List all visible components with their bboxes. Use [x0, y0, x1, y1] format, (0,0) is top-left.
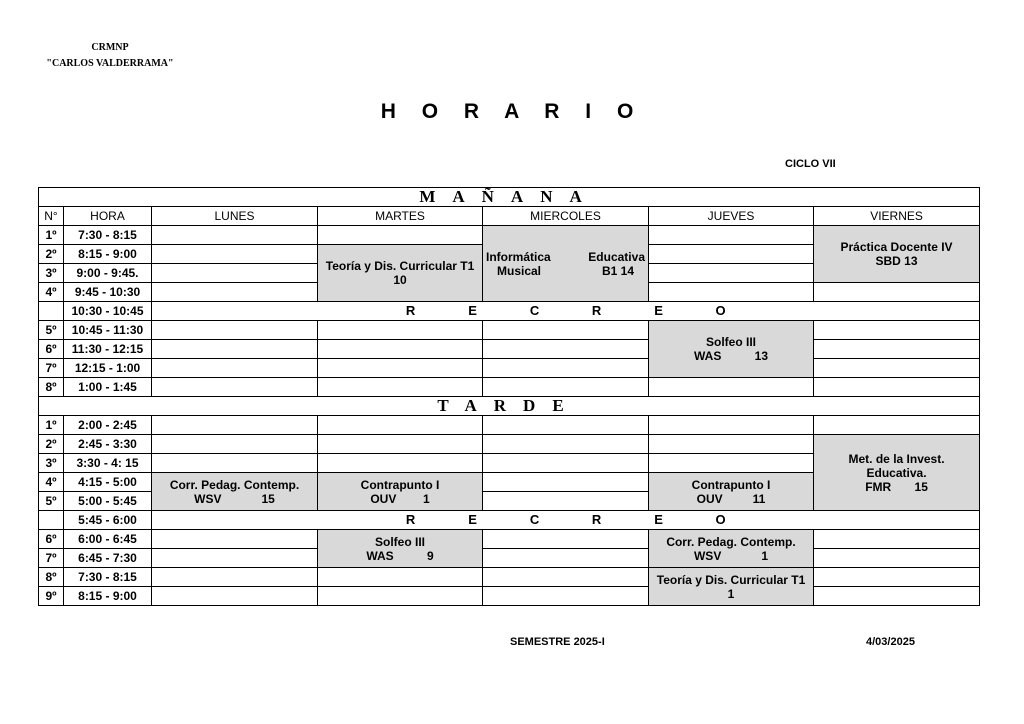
period-time: 5:00 - 5:45 [64, 492, 152, 511]
cell-miercoles [483, 435, 649, 454]
period-number: 2º [39, 245, 64, 264]
cell-miercoles [483, 549, 649, 568]
cell-jueves [649, 283, 814, 302]
cell-viernes [814, 340, 980, 359]
period-number: 4º [39, 283, 64, 302]
cell-miercoles [483, 587, 649, 606]
recreo-label: R E C R E O [152, 511, 980, 530]
period-time: 8:15 - 9:00 [64, 245, 152, 264]
course-corr-lunes: Corr. Pedag. Contemp. WSV 15 [152, 473, 318, 511]
header-miercoles: MIERCOLES [483, 207, 649, 226]
cell-lunes [152, 226, 318, 245]
period-number: 7º [39, 549, 64, 568]
header-row [39, 207, 980, 226]
cell-lunes [152, 264, 318, 283]
period-number: 1º [39, 226, 64, 245]
section-row-manana [39, 188, 980, 207]
cell-martes [318, 340, 483, 359]
period-number: 8º [39, 378, 64, 397]
cell-miercoles [483, 378, 649, 397]
cell-lunes [152, 359, 318, 378]
schedule-table [38, 187, 980, 606]
period-time: 11:30 - 12:15 [64, 340, 152, 359]
cell-miercoles [483, 492, 649, 511]
cell-jueves [649, 454, 814, 473]
cell-viernes [814, 378, 980, 397]
period-time: 2:45 - 3:30 [64, 435, 152, 454]
cell-jueves [649, 378, 814, 397]
table-row [39, 378, 980, 397]
period-number: 1º [39, 416, 64, 435]
table-row [39, 321, 980, 340]
cell-martes [318, 321, 483, 340]
course-contrapunto-jueves: Contrapunto I OUV 11 [649, 473, 814, 511]
table-row [39, 587, 980, 606]
cell-martes [318, 416, 483, 435]
section-row-tarde [39, 397, 980, 416]
period-time: 10:30 - 10:45 [64, 302, 152, 321]
table-row [39, 530, 980, 549]
period-time: 2:00 - 2:45 [64, 416, 152, 435]
section-title-manana: MAÑANA [39, 188, 980, 207]
course-met-invest: Met. de la Invest. Educativa. FMR 15 [814, 435, 980, 511]
semester-label: SEMESTRE 2025-I [510, 636, 605, 648]
period-number: 6º [39, 530, 64, 549]
recreo-row [39, 511, 980, 530]
period-time: 4:15 - 5:00 [64, 473, 152, 492]
period-time: 9:45 - 10:30 [64, 283, 152, 302]
cell-martes [318, 378, 483, 397]
period-time: 5:45 - 6:00 [64, 511, 152, 530]
cell-lunes [152, 340, 318, 359]
date-label: 4/03/2025 [866, 636, 915, 648]
period-time: 6:45 - 7:30 [64, 549, 152, 568]
cell-lunes [152, 245, 318, 264]
cell-miercoles [483, 473, 649, 492]
cell-miercoles [483, 568, 649, 587]
period-number: 3º [39, 454, 64, 473]
cell-lunes [152, 454, 318, 473]
table-row [39, 226, 980, 245]
course-contrapunto-martes: Contrapunto I OUV 1 [318, 473, 483, 511]
cell-jueves [649, 435, 814, 454]
period-time: 7:30 - 8:15 [64, 568, 152, 587]
cell-martes [318, 359, 483, 378]
cell-lunes [152, 568, 318, 587]
cell-martes [318, 568, 483, 587]
period-time: 9:00 - 9:45. [64, 264, 152, 283]
period-time: 8:15 - 9:00 [64, 587, 152, 606]
cell-martes [318, 435, 483, 454]
cell-viernes [814, 530, 980, 549]
table-row [39, 435, 980, 454]
header-jueves: JUEVES [649, 207, 814, 226]
cell-viernes [814, 416, 980, 435]
table-row [39, 340, 980, 359]
page-title: H O R A R I O [380, 100, 644, 123]
header-hora: HORA [64, 207, 152, 226]
cell-jueves [649, 416, 814, 435]
cell-lunes [152, 416, 318, 435]
course-corr-jueves: Corr. Pedag. Contemp. WSV 1 [649, 530, 814, 568]
cell-miercoles [483, 321, 649, 340]
institution-name: CRMNP [91, 42, 129, 53]
cell-lunes [152, 587, 318, 606]
cell-martes [318, 587, 483, 606]
cell-miercoles [483, 530, 649, 549]
cell-viernes [814, 568, 980, 587]
period-number: 7º [39, 359, 64, 378]
period-number: 6º [39, 340, 64, 359]
cell-viernes [814, 283, 980, 302]
institution-subtitle: "CARLOS VALDERRAMA" [46, 58, 174, 69]
course-teoria-martes: Teoría y Dis. Curricular T1 10 [318, 245, 483, 302]
cell-viernes [814, 321, 980, 340]
period-time: 7:30 - 8:15 [64, 226, 152, 245]
header-viernes: VIERNES [814, 207, 980, 226]
period-number [39, 511, 64, 530]
period-time: 6:00 - 6:45 [64, 530, 152, 549]
cell-jueves [649, 264, 814, 283]
course-solfeo-martes: Solfeo III WAS 9 [318, 530, 483, 568]
cell-martes [318, 454, 483, 473]
cell-jueves [649, 226, 814, 245]
period-number: 4º [39, 473, 64, 492]
course-practica: Práctica Docente IV SBD 13 [814, 226, 980, 283]
cell-martes [318, 226, 483, 245]
cell-lunes [152, 530, 318, 549]
cell-miercoles [483, 454, 649, 473]
cell-lunes [152, 549, 318, 568]
cell-jueves [649, 245, 814, 264]
period-number [39, 302, 64, 321]
table-row [39, 549, 980, 568]
period-number: 3º [39, 264, 64, 283]
period-time: 3:30 - 4: 15 [64, 454, 152, 473]
section-title-tarde: TARDE [39, 397, 980, 416]
period-time: 12:15 - 1:00 [64, 359, 152, 378]
period-number: 9º [39, 587, 64, 606]
cell-lunes [152, 435, 318, 454]
period-number: 5º [39, 321, 64, 340]
period-number: 2º [39, 435, 64, 454]
course-informatica: Informática Educativa Musical B1 14 [483, 226, 649, 302]
cell-miercoles [483, 340, 649, 359]
table-row [39, 416, 980, 435]
cell-miercoles [483, 359, 649, 378]
recreo-row [39, 302, 980, 321]
period-number: 8º [39, 568, 64, 587]
period-number: 5º [39, 492, 64, 511]
period-time: 1:00 - 1:45 [64, 378, 152, 397]
cell-miercoles [483, 416, 649, 435]
cell-viernes [814, 587, 980, 606]
table-row [39, 359, 980, 378]
cell-lunes [152, 283, 318, 302]
course-teoria-jueves: Teoría y Dis. Curricular T1 1 [649, 568, 814, 606]
table-row [39, 568, 980, 587]
period-time: 10:45 - 11:30 [64, 321, 152, 340]
header-num: N° [39, 207, 64, 226]
cell-lunes [152, 378, 318, 397]
cell-viernes [814, 549, 980, 568]
header-martes: MARTES [318, 207, 483, 226]
course-solfeo-jueves: Solfeo III WAS 13 [649, 321, 814, 378]
header-lunes: LUNES [152, 207, 318, 226]
recreo-label: R E C R E O [152, 302, 980, 321]
cell-lunes [152, 321, 318, 340]
cell-viernes [814, 359, 980, 378]
ciclo-label: CICLO VII [785, 158, 836, 170]
